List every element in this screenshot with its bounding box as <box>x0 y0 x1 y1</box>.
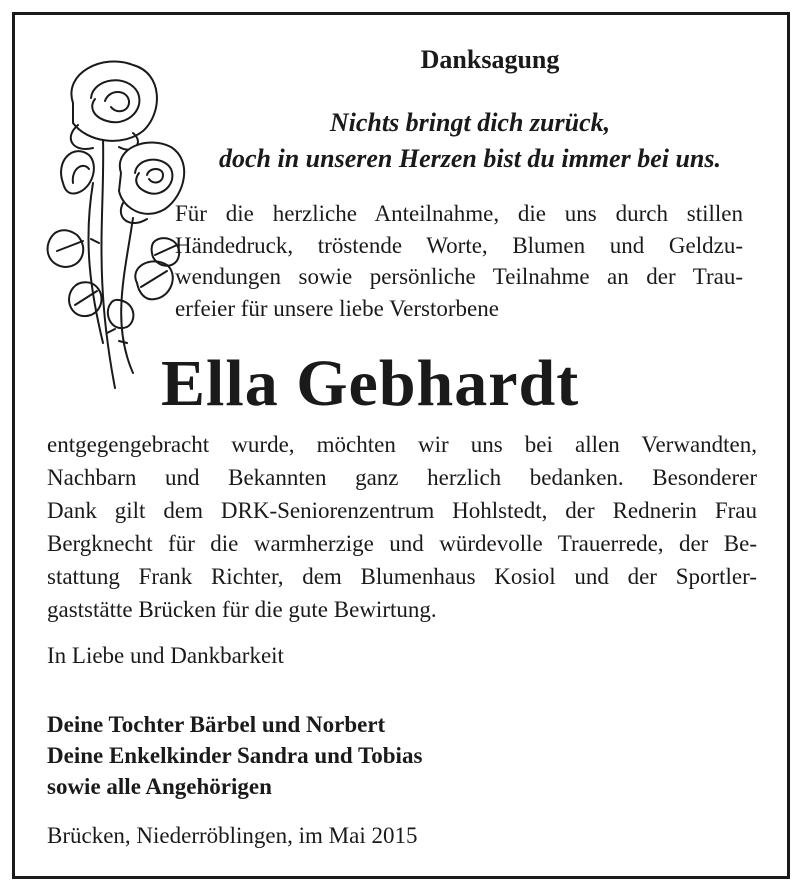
motto-line: Nichts bringt dich zurück, <box>329 108 611 137</box>
signer-line: sowie alle Angehörigen <box>47 774 272 799</box>
page-title: Danksagung <box>420 45 560 74</box>
intro-line: Für die herzliche Anteilnahme, die uns durch stillen <box>175 201 743 226</box>
place-date: Brücken, Niederröblingen, im Mai 2015 <box>47 823 418 848</box>
motto-line: doch in unseren Herzen bist du immer bei uns. <box>218 144 722 173</box>
intro-line: Händedruck, tröstende Worte, Blumen und Geldzu- <box>175 232 743 258</box>
intro-line: wendungen sowie persönliche Teilnahme an der Trau- <box>175 264 743 289</box>
signer-line: Deine Enkelkinder Sandra und Tobias <box>47 743 423 768</box>
body-line: entgegengebracht wurde, möchten wir uns bei allen Verwandten, <box>47 432 757 457</box>
intro-paragraph <box>175 198 743 324</box>
body-line: stattung Frank Richter, dem Blumenhaus Kosiol und der Sportler- <box>47 564 757 589</box>
deceased-name: Ella Gebhardt <box>161 347 580 420</box>
signers <box>47 709 422 802</box>
notice-frame <box>12 12 790 879</box>
body-line: Nachbarn und Bekannten ganz herzlich bedanken. Besonderer <box>47 465 757 490</box>
body-line: Bergknecht für die warmherzige und würdevolle Trauerrede, der Be- <box>47 531 757 556</box>
signer-line: Deine Tochter Bärbel und Norbert <box>47 712 386 737</box>
motto <box>185 105 755 177</box>
body-line: gaststätte Brücken für die gute Bewirtung. <box>47 597 437 622</box>
intro-line: erfeier für unsere liebe Verstorbene <box>175 295 499 321</box>
body-line: Dank gilt dem DRK-Seniorenzentrum Hohlstedt, der Rednerin Frau <box>47 498 757 523</box>
closing-phrase: In Liebe und Dankbarkeit <box>47 643 284 668</box>
body-paragraph <box>47 428 757 626</box>
rose-icon <box>33 43 193 393</box>
